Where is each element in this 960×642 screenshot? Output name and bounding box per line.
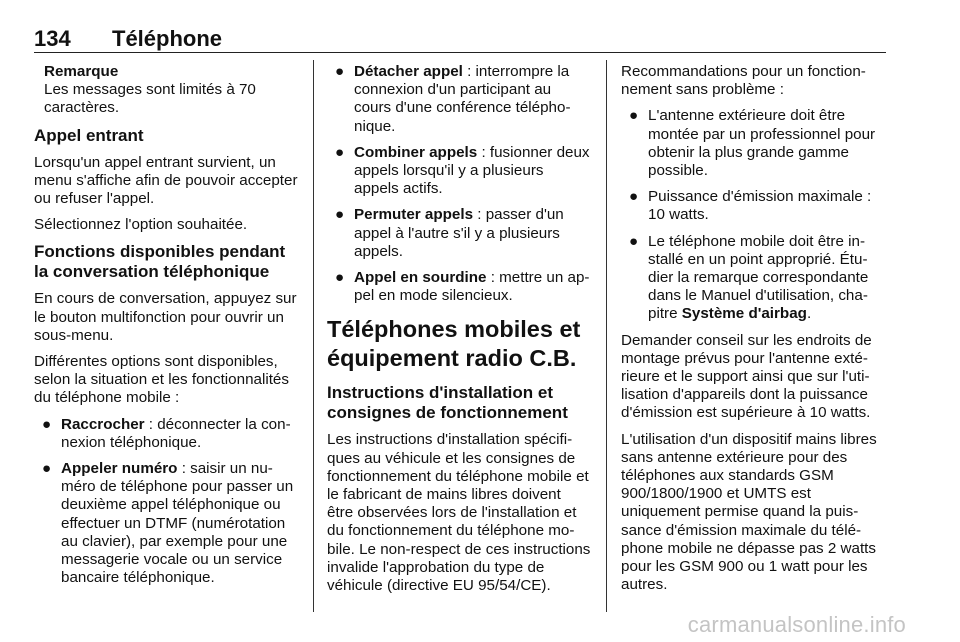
bullet-icon: ● bbox=[42, 460, 52, 478]
bullet-icon: ● bbox=[629, 107, 639, 125]
bullet-icon: ● bbox=[335, 269, 345, 287]
column-divider-right bbox=[606, 60, 607, 612]
bullet-icon: ● bbox=[335, 143, 345, 161]
list-item-text: : saisir un numéro de téléphone pour passer un deuxième appel téléphonique ou effectuer un DTMF (numérotation au clavier), par exemple pour une messagerie vocale ou un service bancaire téléphonique. bbox=[61, 460, 294, 587]
installation-subheading: Instructions d'installation et consignes de fonctionnement bbox=[327, 383, 568, 423]
page-header bbox=[34, 26, 886, 53]
column-divider-left bbox=[313, 60, 314, 612]
airbag-system-reference: Système d'airbag bbox=[681, 305, 807, 323]
page-number: 134 bbox=[34, 26, 71, 51]
list-item bbox=[327, 206, 591, 261]
list-item-text: : fusionner deux appels lorsqu'il y a plusieurs appels actifs. bbox=[354, 143, 590, 198]
note-title: Remarque bbox=[44, 63, 119, 80]
note-text: Les messages sont limités à 70 caractères. bbox=[44, 81, 256, 117]
list-item-text: L'antenne extérieure doit être montée par un professionnel pour obtenir la plus grande gamme possible. bbox=[648, 107, 876, 180]
list-item-text-end: . bbox=[806, 305, 812, 323]
recommendations-list bbox=[621, 107, 887, 323]
functions-paragraph-2: Différentes options sont disponibles, selon la situation et les fonctionnalités du téléphone mobile : bbox=[34, 353, 289, 407]
incoming-call-paragraph-1: Lorsqu'un appel entrant survient, un menu s'affiche afin de pouvoir accepter ou refuser l'appel. bbox=[34, 153, 298, 208]
list-item-term: Permuter appels bbox=[354, 206, 474, 224]
bullet-icon: ● bbox=[629, 188, 639, 206]
list-item-text: : passer d'un appel à l'autre s'il y a plusieurs appels. bbox=[354, 206, 564, 260]
page-title: Téléphone bbox=[112, 26, 223, 51]
list-item bbox=[621, 188, 887, 224]
list-item bbox=[621, 233, 887, 324]
list-item-text: Puissance d'émission maximale : 10 watts. bbox=[648, 188, 872, 224]
functions-paragraph-1: En cours de conversation, appuyez sur le bouton multifonction pour ouvrir un sous-menu. bbox=[34, 290, 297, 344]
list-item-text: : déconnecter la connexion téléphonique. bbox=[61, 415, 291, 451]
bullet-icon: ● bbox=[629, 232, 639, 250]
incoming-call-paragraph-2: Sélectionnez l'option souhaitée. bbox=[34, 216, 248, 234]
list-item-term: Combiner appels bbox=[354, 143, 478, 161]
list-item-term: Raccrocher bbox=[61, 415, 145, 433]
bullet-icon: ● bbox=[335, 206, 345, 224]
list-item-term: Appeler numéro bbox=[61, 460, 178, 478]
antenna-paragraph: Demander conseil sur les endroits de montage prévus pour l'antenne extérieure et le support ainsi que sur l'utilisation d'appareils dont la puissance d'émission est supérieure à 10 watts. bbox=[621, 331, 872, 422]
list-item-term: Détacher appel bbox=[354, 63, 463, 80]
recommendations-intro: Recommandations pour un fonctionnement sans problème : bbox=[621, 63, 866, 99]
handsfree-paragraph: L'utilisation d'un dispositif mains libres sans antenne extérieure pour des téléphones aux standards GSM 900/1800/1900 et UMTS est uniquement permise quand la puissance d'émission maximale du téléphone mobile ne dépasse pas 2 watts pour les GSM 900 ou 1 watt pour les autres. bbox=[621, 430, 877, 594]
watermark: carmanualsonline.info bbox=[687, 612, 906, 637]
list-item bbox=[34, 416, 298, 452]
list-item bbox=[327, 144, 591, 199]
column-right bbox=[621, 63, 887, 602]
list-item-text: : interrompre la connexion d'un participant au cours d'une conférence téléphonique. bbox=[354, 63, 571, 135]
functions-list bbox=[34, 416, 298, 588]
note-box bbox=[44, 63, 298, 118]
list-item-term: Appel en sourdine bbox=[354, 269, 487, 287]
bullet-icon: ● bbox=[335, 63, 345, 80]
column-middle bbox=[327, 63, 591, 603]
list-item bbox=[327, 269, 591, 305]
list-item-text: Le téléphone mobile doit être installé en un point approprié. Étudier la remarque correspondante dans le Manuel d'utilisation, chapitre bbox=[648, 232, 869, 323]
bullet-icon: ● bbox=[42, 415, 52, 433]
list-item bbox=[34, 460, 298, 587]
call-options-list bbox=[327, 63, 591, 305]
installation-paragraph: Les instructions d'installation spécifiques au véhicule et les consignes de fonctionnement du téléphone mobile et le fabricant de mains libres doivent être observées lors de l'installation et du fonctionnement du téléphone mobile. Le non-respect de ces instructions invalide l'approbation du type de véhicule (directive EU 95/54/CE). bbox=[327, 431, 591, 595]
section-heading: Téléphones mobiles et équipement radio C.B. bbox=[327, 316, 581, 372]
column-left bbox=[34, 63, 298, 595]
incoming-call-heading: Appel entrant bbox=[34, 125, 144, 145]
functions-heading: Fonctions disponibles pendant la conversation téléphonique bbox=[34, 242, 286, 282]
list-item-text: : mettre un appel en mode silencieux. bbox=[354, 269, 590, 305]
list-item bbox=[621, 107, 887, 180]
list-item bbox=[327, 63, 591, 136]
